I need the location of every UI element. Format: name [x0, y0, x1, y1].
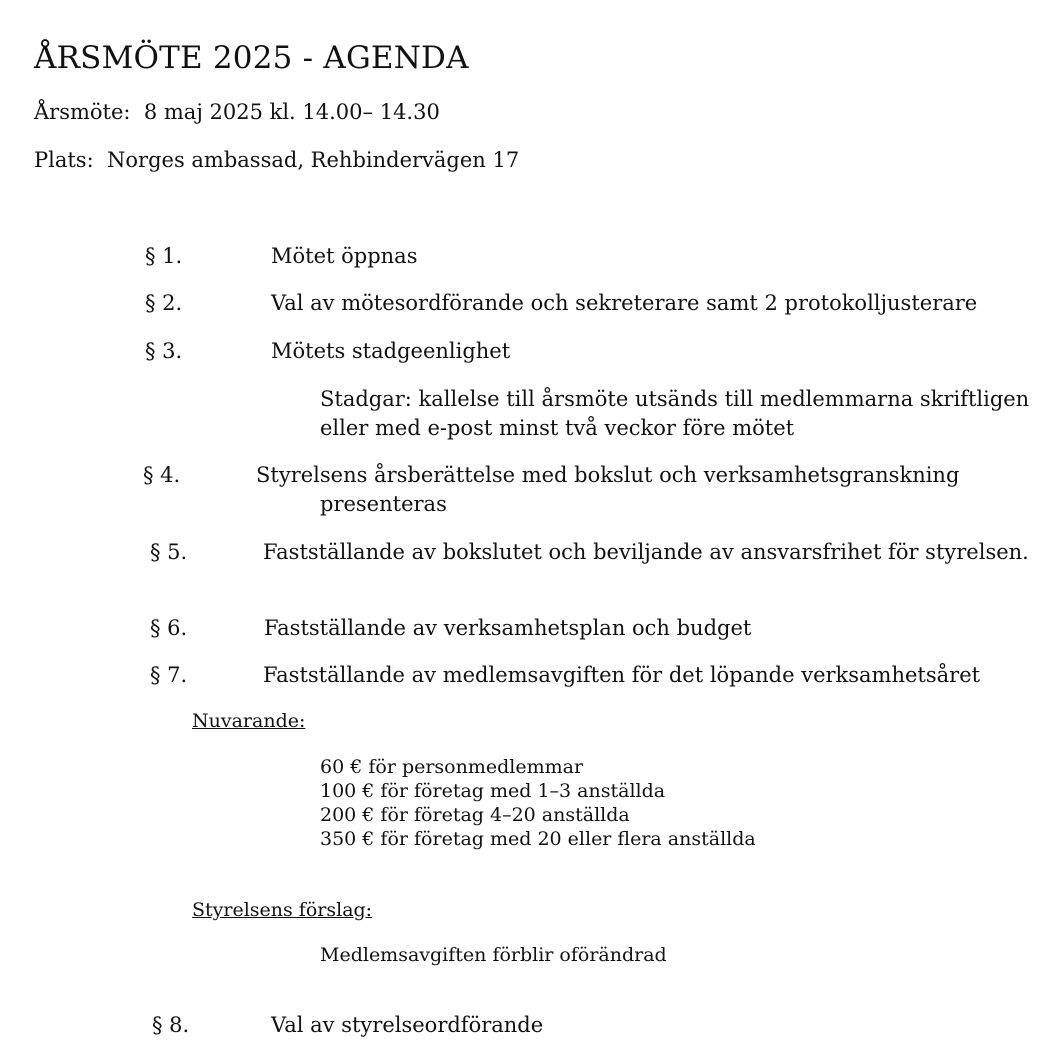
meeting-value: 8 maj 2025 kl. 14.00– 14.30	[143, 100, 440, 124]
agenda-item-3-text: Mötets stadgeenlighet	[271, 339, 511, 363]
agenda-item-6-text: Fastställande av verksamhetsplan och budget	[264, 616, 752, 640]
meeting-place-row	[34, 148, 519, 172]
meeting-time-row	[34, 100, 440, 124]
agenda-item-6-number: § 6.	[150, 616, 188, 640]
board-proposal-heading: Styrelsens förslag:	[192, 899, 373, 921]
place-label: Plats:	[34, 148, 94, 172]
agenda-item-1-text: Mötet öppnas	[271, 244, 418, 268]
note-line: eller med e-post minst två veckor före mötet	[320, 416, 795, 440]
current-fees-heading: Nuvarande:	[192, 710, 306, 732]
fee-line: 60 € för personmedlemmar	[320, 756, 584, 778]
fee-line: 100 € för företag med 1–3 anställda	[320, 780, 666, 802]
meeting-label: Årsmöte:	[34, 100, 131, 124]
agenda-item-2-text: Val av mötesordförande och sekreterare samt 2 protokolljusterare	[271, 291, 978, 315]
agenda-item-4-text: Styrelsens årsberättelse med bokslut och verksamhetsgranskning	[256, 463, 960, 487]
fee-line: 350 € för företag med 20 eller flera anställda	[320, 828, 756, 850]
board-proposal-text: Medlemsavgiften förblir oförändrad	[320, 944, 667, 966]
fee-line: 200 € för företag 4–20 anställda	[320, 804, 630, 826]
agenda-item-5-number: § 5.	[150, 540, 188, 564]
agenda-item-4-number: § 4.	[143, 463, 181, 487]
agenda-item-3-number: § 3.	[145, 339, 183, 363]
agenda-item-2-number: § 2.	[145, 291, 183, 315]
agenda-item-3-note	[320, 385, 1029, 443]
agenda-item-7-text: Fastställande av medlemsavgiften för det löpande verksamhetsåret	[263, 663, 981, 687]
agenda-item-1-number: § 1.	[145, 244, 183, 268]
agenda-item-8-text: Val av styrelseordförande	[271, 1013, 544, 1037]
note-line: Stadgar: kallelse till årsmöte utsänds till medlemmarna skriftligen	[320, 387, 1030, 411]
agenda-item-4-continuation: presenteras	[320, 492, 447, 516]
agenda-item-8-number: § 8.	[152, 1013, 190, 1037]
agenda-item-5-text: Fastställande av bokslutet och beviljande av ansvarsfrihet för styrelsen.	[263, 540, 1029, 564]
place-value: Norges ambassad, Rehbindervägen 17	[107, 148, 520, 172]
agenda-item-7-number: § 7.	[150, 663, 188, 687]
page-title: ÅRSMÖTE 2025 - AGENDA	[34, 40, 469, 76]
current-fees-list	[320, 755, 756, 851]
